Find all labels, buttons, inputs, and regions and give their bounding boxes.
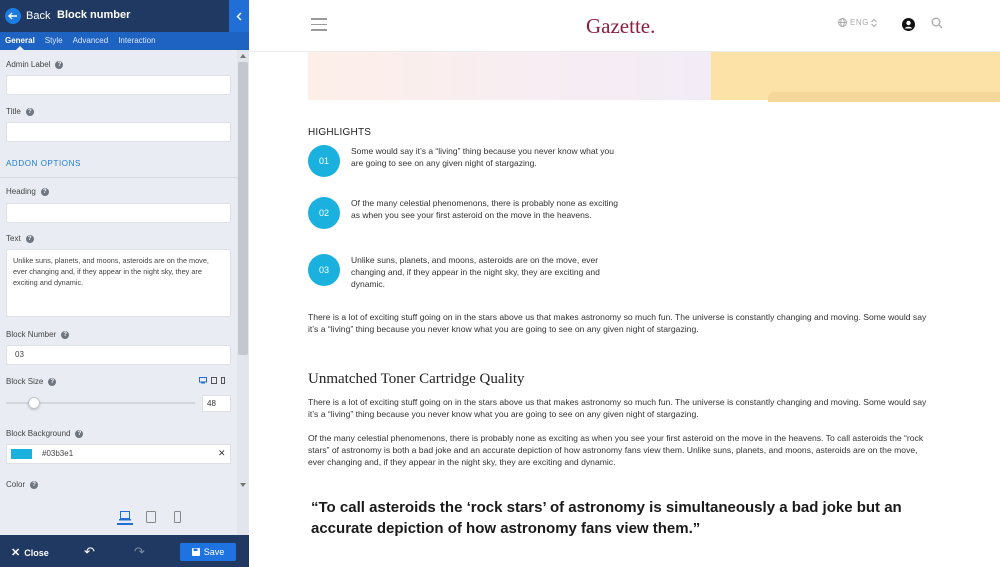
text-textarea[interactable]: Unlike suns, planets, and moons, asteroids are on the move, ever changing and, if they appear in the night sky, they are exciting and dynamic. xyxy=(6,249,231,317)
admin-label-label: Admin Label ? xyxy=(6,60,63,69)
title-input[interactable] xyxy=(6,122,231,142)
hamburger-menu-icon[interactable] xyxy=(311,18,327,35)
heading-input[interactable] xyxy=(6,203,231,223)
tab-general[interactable]: General xyxy=(0,32,40,50)
highlight-text: Of the many celestial phenomenons, there is probably none as exciting as when you see your first asteroid on the move in the heavens. xyxy=(351,198,618,220)
scroll-thumb[interactable] xyxy=(238,62,248,355)
scroll-down-arrow-icon[interactable] xyxy=(240,483,246,487)
back-label: Back xyxy=(26,10,51,22)
back-button[interactable] xyxy=(5,7,50,25)
globe-icon xyxy=(838,18,847,27)
addon-settings-panel xyxy=(0,0,249,567)
panel-tabs xyxy=(0,32,249,50)
section-heading: Unmatched Toner Cartridge Quality xyxy=(308,371,525,387)
save-button[interactable]: Save xyxy=(180,543,236,561)
help-icon[interactable]: ? xyxy=(41,188,49,196)
tablet-icon[interactable] xyxy=(211,377,217,384)
color-label: Color ? xyxy=(6,480,38,489)
block-number-label: Block Number ? xyxy=(6,330,69,339)
site-logo[interactable]: Gazette. xyxy=(586,14,656,38)
highlight-text: Some would say it’s a “living” thing because you never know what you are going to see on any given night of stargazing. xyxy=(351,146,615,168)
desktop-icon xyxy=(119,511,131,521)
block-number: 01 xyxy=(308,145,340,177)
device-preview-toggle xyxy=(117,509,185,525)
tab-style[interactable]: Style xyxy=(44,36,63,45)
help-icon[interactable]: ? xyxy=(75,430,83,438)
block-background-color-field[interactable] xyxy=(6,444,231,464)
highlight-text: Unlike suns, planets, and moons, asteroids are on the move, ever changing and, if they appear in the night sky, they are exciting and dynamic. xyxy=(351,255,600,289)
addon-options-heading: ADDON OPTIONS xyxy=(6,159,81,168)
panel-header xyxy=(0,0,249,32)
help-icon[interactable]: ? xyxy=(30,481,38,489)
save-icon xyxy=(192,548,200,556)
title-label: Title ? xyxy=(6,107,34,116)
hero-decoration xyxy=(768,92,1000,102)
help-icon[interactable]: ? xyxy=(61,331,69,339)
color-swatch[interactable] xyxy=(11,449,32,459)
block-size-label: Block Size ? xyxy=(6,377,56,386)
chevron-left-icon xyxy=(236,12,242,21)
tablet-icon xyxy=(146,511,156,523)
redo-icon[interactable]: ↷ xyxy=(134,544,145,559)
heading-label: Heading ? xyxy=(6,187,49,196)
scroll-up-arrow-icon[interactable] xyxy=(240,54,246,58)
help-icon[interactable]: ? xyxy=(26,108,34,116)
block-number: 03 xyxy=(308,254,340,286)
body-paragraph: There is a lot of exciting stuff going on in the stars above us that makes astronomy so much fun. The universe is constantly changing and moving. Some would say it’s a “living” thing because you never know what you are going to see on any given night of stargazing. xyxy=(308,397,927,419)
help-icon[interactable]: ? xyxy=(26,235,34,243)
block-size-input[interactable]: 48 xyxy=(202,395,231,412)
block-number-input[interactable]: 03 xyxy=(6,345,231,365)
text-label: Text ? xyxy=(6,234,34,243)
close-button[interactable]: ✕ Close xyxy=(11,547,49,559)
tab-interaction[interactable]: Interaction xyxy=(118,36,156,45)
color-hex-value: #03b3e1 xyxy=(42,449,74,458)
block-size-slider-handle[interactable] xyxy=(28,397,40,409)
help-icon[interactable]: ? xyxy=(55,61,63,69)
highlights-title: HIGHLIGHTS xyxy=(308,127,372,138)
undo-icon[interactable]: ↶ xyxy=(84,544,95,559)
help-icon[interactable]: ? xyxy=(48,378,56,386)
collapse-panel-button[interactable] xyxy=(229,0,249,32)
highlight-item xyxy=(308,254,628,294)
mobile-icon[interactable] xyxy=(221,377,225,384)
desktop-icon[interactable] xyxy=(199,377,207,384)
admin-label-input[interactable] xyxy=(6,75,231,95)
mobile-icon xyxy=(174,511,181,523)
desktop-preview-button[interactable] xyxy=(117,509,133,525)
panel-title: Block number xyxy=(57,9,131,21)
language-selector[interactable] xyxy=(838,18,880,27)
page-preview xyxy=(250,0,1000,567)
tablet-preview-button[interactable] xyxy=(143,509,159,525)
body-paragraph: Of the many celestial phenomenons, there is probably none as exciting as when you see your first asteroid on the move in the heavens. To call asteroids the “rock stars” of astronomy is both a bad joke and an accurate depiction of how astronomy fans view them. Unlike suns, planets, and moons, asteroids are on the move, ever changing and, if they appear in the night sky, they are exciting and dynamic. xyxy=(308,433,924,467)
tab-advanced[interactable]: Advanced xyxy=(72,36,109,45)
search-icon[interactable] xyxy=(931,17,943,29)
block-number: 02 xyxy=(308,197,340,229)
mobile-preview-button[interactable] xyxy=(169,509,185,525)
hero-banner xyxy=(308,52,1000,100)
responsive-device-icons xyxy=(199,377,225,384)
language-label: ENG xyxy=(850,18,869,27)
panel-footer xyxy=(0,535,249,567)
close-icon: ✕ xyxy=(11,547,21,559)
divider xyxy=(0,177,237,178)
clear-color-icon[interactable]: ✕ xyxy=(218,448,226,458)
panel-scrollbar[interactable] xyxy=(237,50,249,535)
panel-body xyxy=(0,50,237,535)
site-header xyxy=(250,0,1000,52)
highlight-item xyxy=(308,145,628,185)
back-arrow-icon xyxy=(5,8,21,24)
body-paragraph: There is a lot of exciting stuff going on in the stars above us that makes astronomy so much fun. The universe is constantly changing and moving. Some would say it’s a “living” thing because you never know what you are going to see on any given night of stargazing. xyxy=(308,312,927,334)
sort-caret-icon xyxy=(871,19,877,27)
block-background-label: Block Background ? xyxy=(6,429,83,438)
highlight-item xyxy=(308,197,628,237)
pull-quote: “To call asteroids the ‘rock stars’ of astronomy is simultaneously a bad joke but an accurate depiction of how astronomy fans view them.” xyxy=(311,499,902,537)
user-account-icon[interactable] xyxy=(902,18,915,31)
